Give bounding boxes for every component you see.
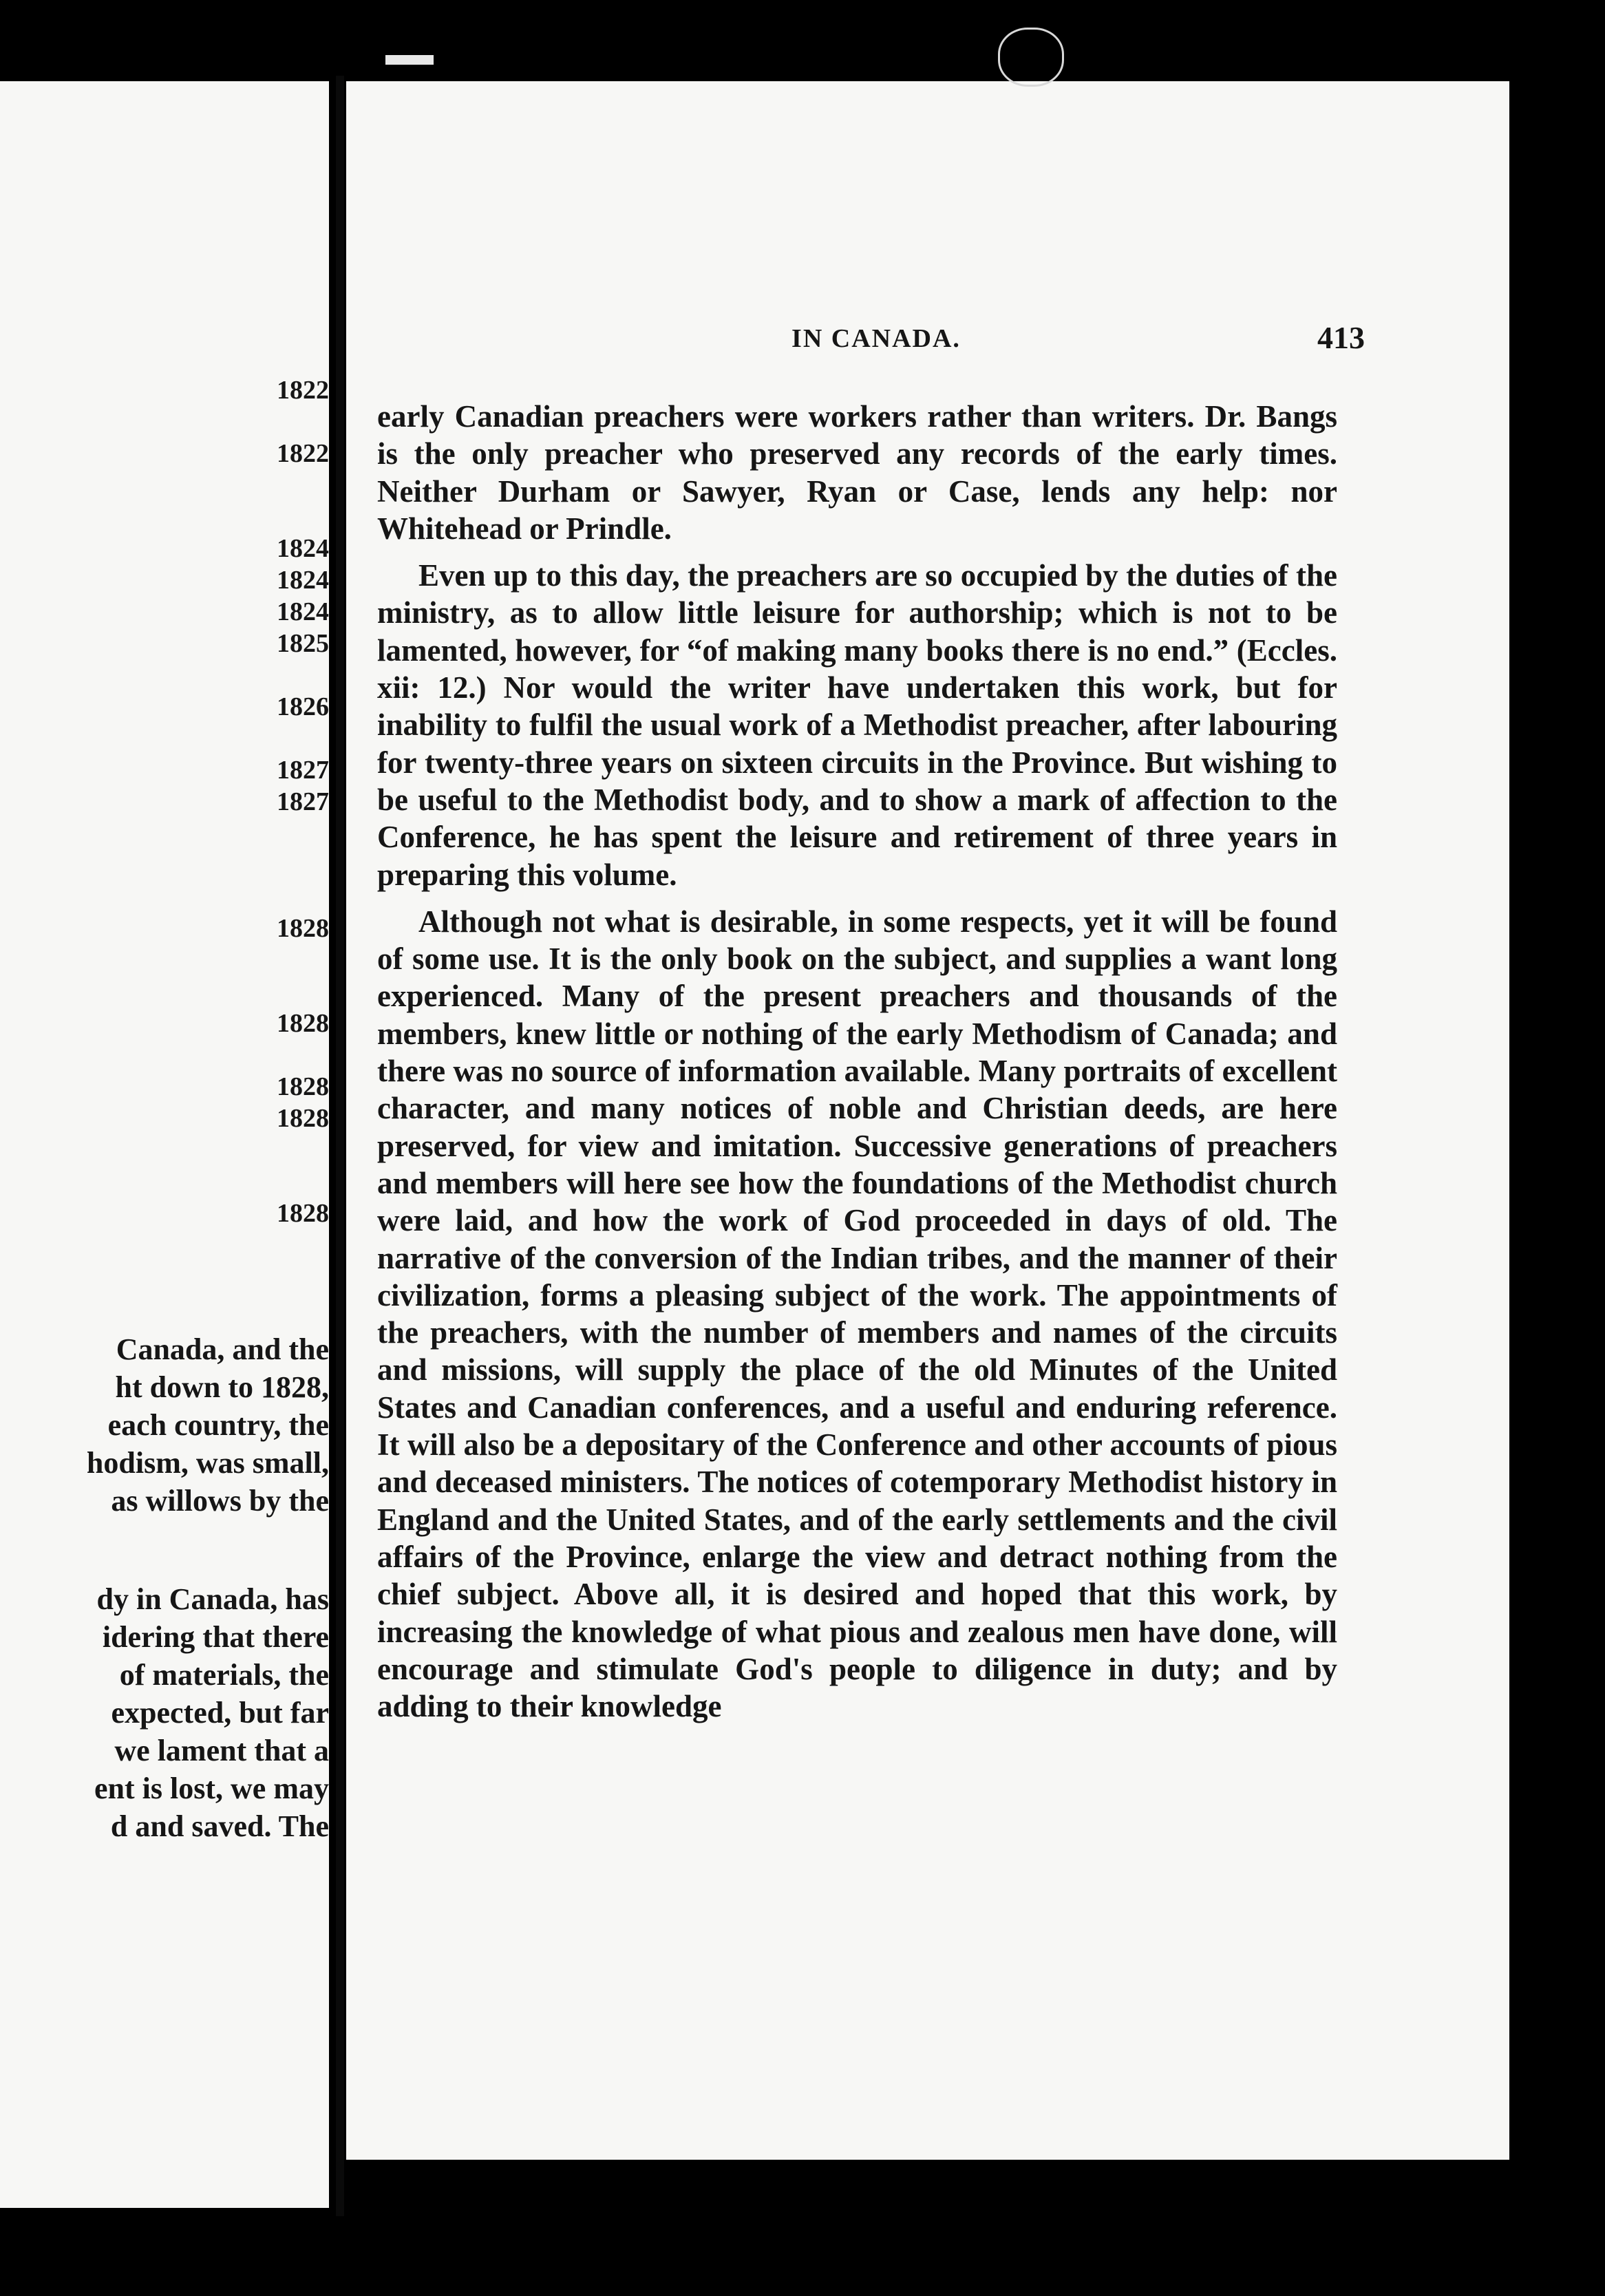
paragraph-2: Even up to this day, the preachers are so occupied by the duties of the ministry, as to allow little leisure for authorship; which is not to be lamented, however, for “of making many books there is no end.” (Eccles. xii: 12.) Nor would the writer have undertaken this work, but for inability to fulfil the usual work of a Methodist preacher, after labouring for twenty-three years on sixteen circuits in the Province. But wishing to be useful to the Methodist body, and to show a mark of affection to the Conference, he has spent the leisure and retirement of three years in preparing this volume. [377,558,1337,892]
index-entry [0,628,329,659]
left-text-line: of materials, the [119,1658,329,1692]
running-title: IN CANADA. [791,324,961,353]
left-page [0,81,329,2208]
left-text-line: each country, the [107,1408,329,1442]
index-entry [0,564,329,596]
index-entry [0,786,329,818]
paragraph-1: early Canadian preachers were workers rather than writers. Dr. Bangs is the only preacher who preserved any records of the early times. Neither Durham or Sawyer, Ryan or Case, lends any help: nor Whitehead or Prindle. [377,399,1337,546]
running-head [387,320,1365,365]
left-text-line: Canada, and the [116,1332,329,1366]
book-spine [336,76,344,2216]
index-entry [0,1166,329,1198]
left-text-line: dy in Canada, has [96,1582,329,1616]
index-entry [0,406,329,438]
index-entry-year: 1827 [277,756,329,785]
page-number: 413 [1317,320,1365,355]
index-entry [0,913,329,944]
index-entry [0,754,329,786]
index-entry-year: 1828 [277,1009,329,1038]
index-entry-year: 1828 [277,914,329,943]
index-entry [0,438,329,469]
index-entry [0,533,329,564]
index-entry [0,1198,329,1229]
index-entry-year: 1826 [277,692,329,721]
index-entry-year: 1822 [277,376,329,405]
index-entry-year: 1828 [277,1104,329,1133]
index-entry [0,849,329,881]
left-text-line: d and saved. The [110,1809,329,1843]
left-text-line: ent is lost, we may [94,1772,329,1805]
scan-mark [998,28,1064,87]
index-entry [0,1103,329,1134]
left-text-line: we lament that a [114,1734,329,1767]
index-list [0,343,329,1229]
left-paragraph-2 [0,1580,329,1845]
scan-speck [385,55,434,65]
index-entry [0,818,329,849]
index-entry [0,944,329,976]
left-paragraph-1 [0,1330,329,1520]
index-entry [0,596,329,628]
index-entry-year: 1825 [277,629,329,658]
index-entry-year: 1822 [277,439,329,468]
index-entry [0,1008,329,1039]
index-entry [0,659,329,691]
index-entry-year: 1824 [277,597,329,626]
index-entry-year: 1828 [277,1199,329,1228]
left-text-line: as willows by the [111,1484,329,1518]
body-text [377,398,1337,1725]
index-entry [0,1071,329,1103]
index-entry [0,1134,329,1166]
index-entry-year: 1828 [277,1072,329,1101]
index-entry-year: 1824 [277,566,329,595]
left-text-line: idering that there [102,1620,329,1654]
index-entry [0,976,329,1008]
left-text-line: ht down to 1828, [115,1370,329,1404]
index-entry [0,1039,329,1071]
left-text-line: hodism, was small, [86,1446,329,1480]
index-entry [0,691,329,723]
index-entry [0,881,329,913]
right-page [346,81,1509,2160]
index-entry [0,343,329,374]
index-entry-year: 1824 [277,534,329,563]
index-entry [0,501,329,533]
index-entry [0,469,329,501]
index-entry [0,374,329,406]
index-entry-year: 1827 [277,787,329,816]
left-text-line: expected, but far [111,1696,329,1730]
paragraph-3: Although not what is desirable, in some respects, yet it will be found of some use. It is the only book on the subject, and supplies a want long experienced. Many of the present preachers and thousands of the members, knew little or nothing of the early Methodism of Canada; and there was no source of information available. Many portraits of excellent character, and many notices of noble and Christian deeds, are here preserved, for view and imitation. Successive generations of preachers and members will here see how the foundations of the Methodist church were laid, and how the work of God proceeded in days of old. The narrative of the conversion of the Indian tribes, and the manner of their civilization, forms a pleasing subject of the work. The appointments of the preachers, with the number of members and names of the circuits and missions, will supply the place of the old Minutes of the United States and Canadian conferences, and a useful and enduring reference. It will also be a depositary of the Conference and other accounts of pious and deceased ministers. The notices of cotemporary Methodist history in England and the United States, and of the early settlements and the civil affairs of the Province, enlarge the view and detract nothing from the chief subject. Above all, it is desired and hoped that this work, by increasing the knowledge of what pious and zealous men have done, will encourage and stimulate God's people to diligence in duty; and by adding to their knowledge [377,904,1337,1724]
index-entry [0,723,329,754]
